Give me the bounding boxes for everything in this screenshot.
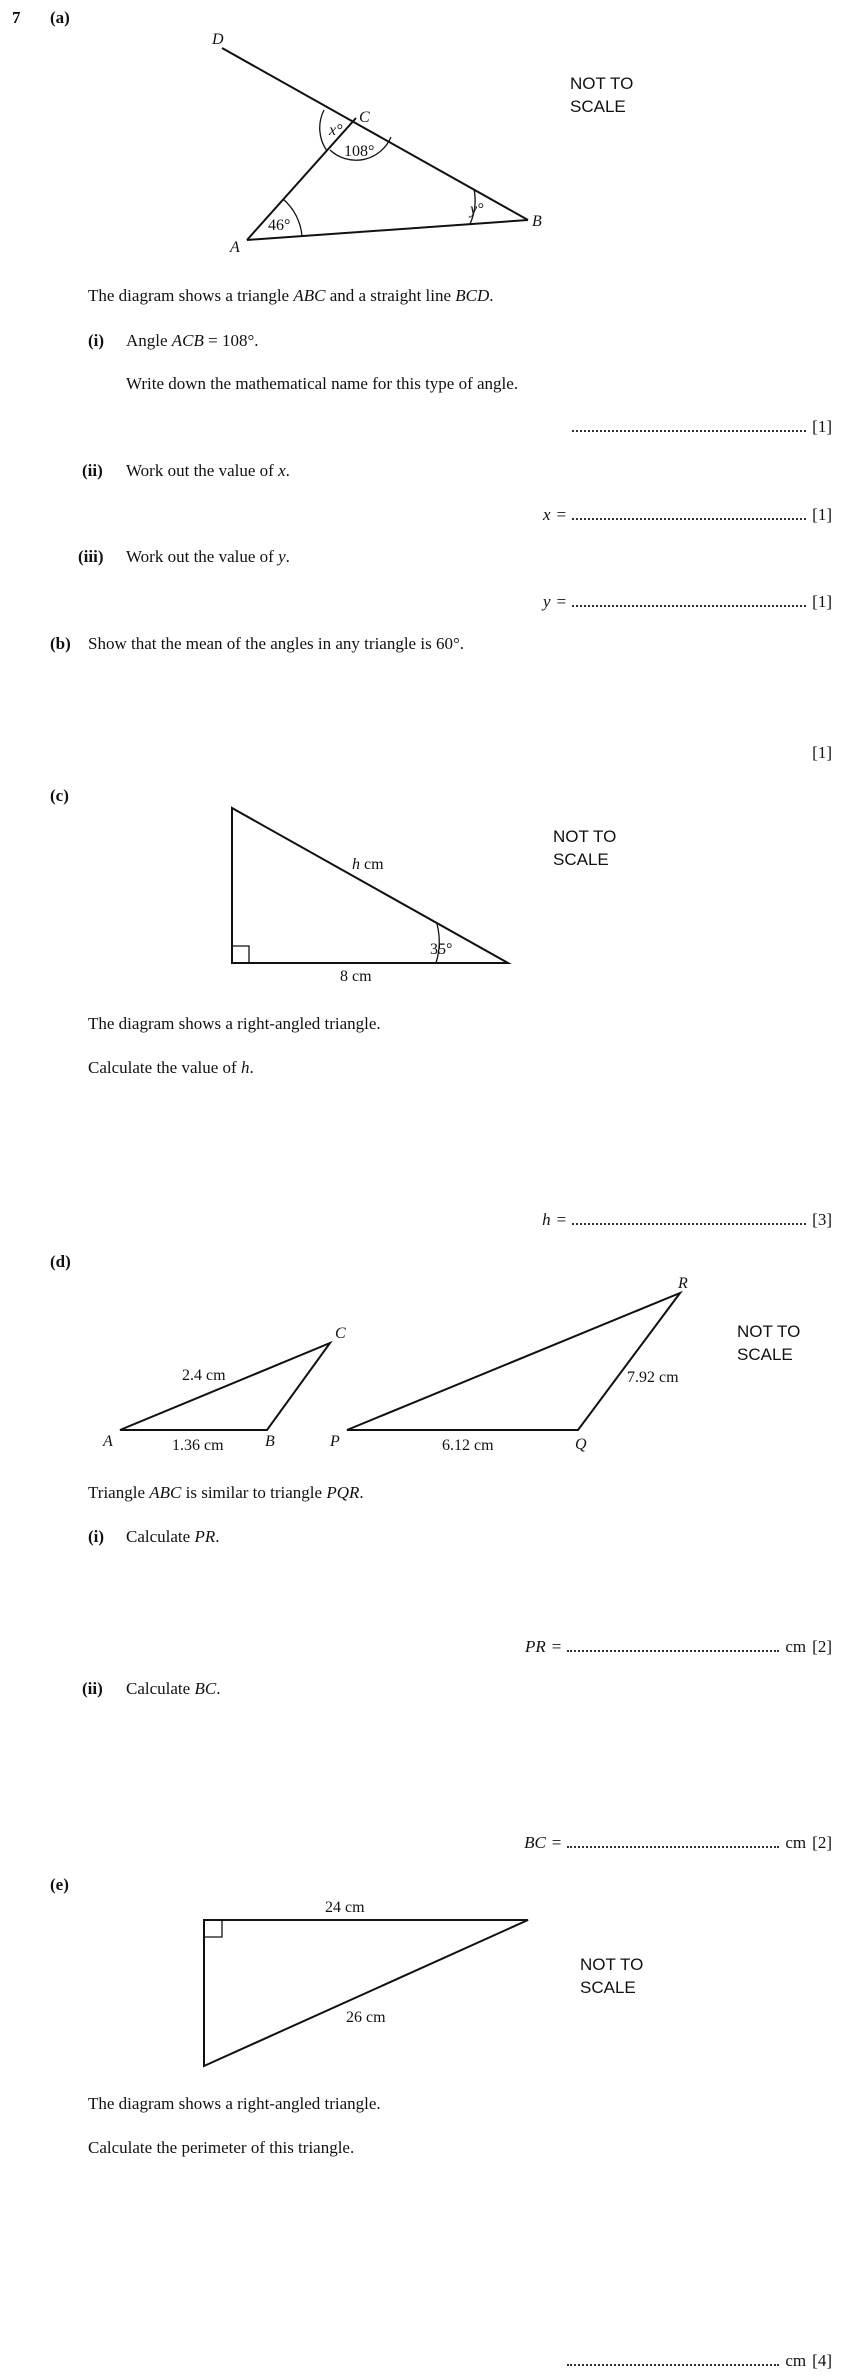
not-to-scale-e: NOT TO SCALE bbox=[580, 1955, 644, 1997]
equals: = bbox=[551, 1637, 562, 1656]
answer-line-e[interactable] bbox=[567, 2350, 779, 2366]
equals: = bbox=[556, 505, 567, 524]
part-d-i-text: Calculate PR. bbox=[126, 1527, 220, 1546]
answer-var-h: h bbox=[542, 1210, 551, 1229]
answer-line-a-i[interactable] bbox=[572, 416, 806, 432]
mark-c: [3] bbox=[812, 1210, 832, 1229]
angle-46: 46° bbox=[268, 217, 291, 234]
label-p: P bbox=[330, 1433, 340, 1450]
label-ac: 2.4 cm bbox=[182, 1367, 226, 1384]
diagram-a bbox=[0, 0, 853, 270]
answer-line-d-ii[interactable] bbox=[567, 1832, 779, 1848]
part-a-label: (a) bbox=[50, 8, 70, 27]
label-d: D bbox=[212, 31, 224, 48]
diagram-d bbox=[0, 1270, 853, 1460]
mark-a-i: [1] bbox=[812, 417, 832, 436]
part-d-i-label: (i) bbox=[88, 1527, 105, 1546]
part-a-i-line2: Write down the mathematical name for this type of angle. bbox=[126, 374, 519, 393]
answer-line-a-ii[interactable] bbox=[572, 504, 806, 520]
mark-e: [4] bbox=[812, 2351, 832, 2370]
label-h: h cm bbox=[352, 856, 384, 873]
answer-a-ii bbox=[543, 504, 832, 525]
part-d-ii-text: Calculate BC. bbox=[126, 1679, 221, 1698]
answer-line-c[interactable] bbox=[572, 1209, 806, 1225]
angle-108: 108° bbox=[344, 143, 375, 160]
label-b: B bbox=[532, 213, 542, 230]
not-to-scale-a: NOT TO SCALE bbox=[570, 74, 634, 116]
part-e-line2: Calculate the perimeter of this triangle. bbox=[88, 2138, 355, 2157]
part-a-i-line1: Angle ACB = 108°. bbox=[126, 331, 259, 350]
answer-line-a-iii[interactable] bbox=[572, 591, 806, 607]
label-r: R bbox=[678, 1275, 688, 1292]
mark-d-i: [2] bbox=[812, 1637, 832, 1656]
part-c-line2: Calculate the value of h. bbox=[88, 1058, 254, 1077]
question-number: 7 bbox=[12, 8, 21, 27]
label-8cm: 8 cm bbox=[340, 968, 372, 985]
label-qr: 7.92 cm bbox=[627, 1369, 679, 1386]
answer-a-iii bbox=[543, 591, 832, 612]
angle-35: 35° bbox=[430, 941, 453, 958]
part-a-ii-label: (ii) bbox=[82, 461, 103, 480]
angle-y: y° bbox=[470, 201, 484, 218]
label-24cm: 24 cm bbox=[325, 1899, 365, 1916]
part-c-label: (c) bbox=[50, 786, 69, 805]
part-d-ii-label: (ii) bbox=[82, 1679, 103, 1698]
mark-b: [1] bbox=[812, 743, 832, 762]
part-a-iii-text: Work out the value of y. bbox=[126, 547, 290, 566]
answer-var-x: x bbox=[543, 505, 551, 524]
label-ab: 1.36 cm bbox=[172, 1437, 224, 1454]
answer-c bbox=[542, 1209, 832, 1230]
label-pq: 6.12 cm bbox=[442, 1437, 494, 1454]
label-c: C bbox=[335, 1325, 346, 1342]
part-b-text: Show that the mean of the angles in any triangle is 60°. bbox=[88, 634, 464, 653]
equals: = bbox=[556, 1210, 567, 1229]
label-a: A bbox=[230, 239, 240, 256]
mark-d-ii: [2] bbox=[812, 1833, 832, 1852]
angle-x: x° bbox=[329, 122, 343, 139]
part-a-description: The diagram shows a triangle ABC and a straight line BCD. bbox=[88, 286, 494, 305]
part-d-line1: Triangle ABC is similar to triangle PQR. bbox=[88, 1483, 364, 1502]
label-b: B bbox=[265, 1433, 275, 1450]
answer-line-d-i[interactable] bbox=[567, 1636, 779, 1652]
answer-d-i bbox=[525, 1636, 832, 1657]
diagram-e bbox=[0, 1880, 853, 2080]
label-q: Q bbox=[575, 1436, 587, 1453]
part-e-line1: The diagram shows a right-angled triangle. bbox=[88, 2094, 381, 2113]
part-e-label: (e) bbox=[50, 1875, 69, 1894]
answer-e bbox=[567, 2350, 832, 2371]
answer-var-bc: BC bbox=[524, 1833, 546, 1852]
label-26cm: 26 cm bbox=[346, 2009, 386, 2026]
not-to-scale-d: NOT TO SCALE bbox=[737, 1322, 801, 1364]
part-c-line1: The diagram shows a right-angled triangle. bbox=[88, 1014, 381, 1033]
part-a-iii-label: (iii) bbox=[78, 547, 104, 566]
part-b-label: (b) bbox=[50, 634, 71, 653]
label-c: C bbox=[359, 109, 370, 126]
label-a: A bbox=[103, 1433, 113, 1450]
answer-var-pr: PR bbox=[525, 1637, 546, 1656]
unit-cm: cm bbox=[785, 2351, 807, 2370]
answer-d-ii bbox=[524, 1832, 832, 1853]
equals: = bbox=[556, 592, 567, 611]
not-to-scale-c: NOT TO SCALE bbox=[553, 827, 617, 869]
diagram-c bbox=[0, 790, 853, 990]
mark-a-ii: [1] bbox=[812, 505, 832, 524]
unit-cm: cm bbox=[785, 1833, 807, 1852]
equals: = bbox=[551, 1833, 562, 1852]
mark-a-iii: [1] bbox=[812, 592, 832, 611]
part-a-i-label: (i) bbox=[88, 331, 105, 350]
answer-var-y: y bbox=[543, 592, 551, 611]
part-a-ii-text: Work out the value of x. bbox=[126, 461, 290, 480]
answer-a-i bbox=[572, 416, 832, 437]
unit-cm: cm bbox=[785, 1637, 807, 1656]
part-d-label: (d) bbox=[50, 1252, 71, 1271]
